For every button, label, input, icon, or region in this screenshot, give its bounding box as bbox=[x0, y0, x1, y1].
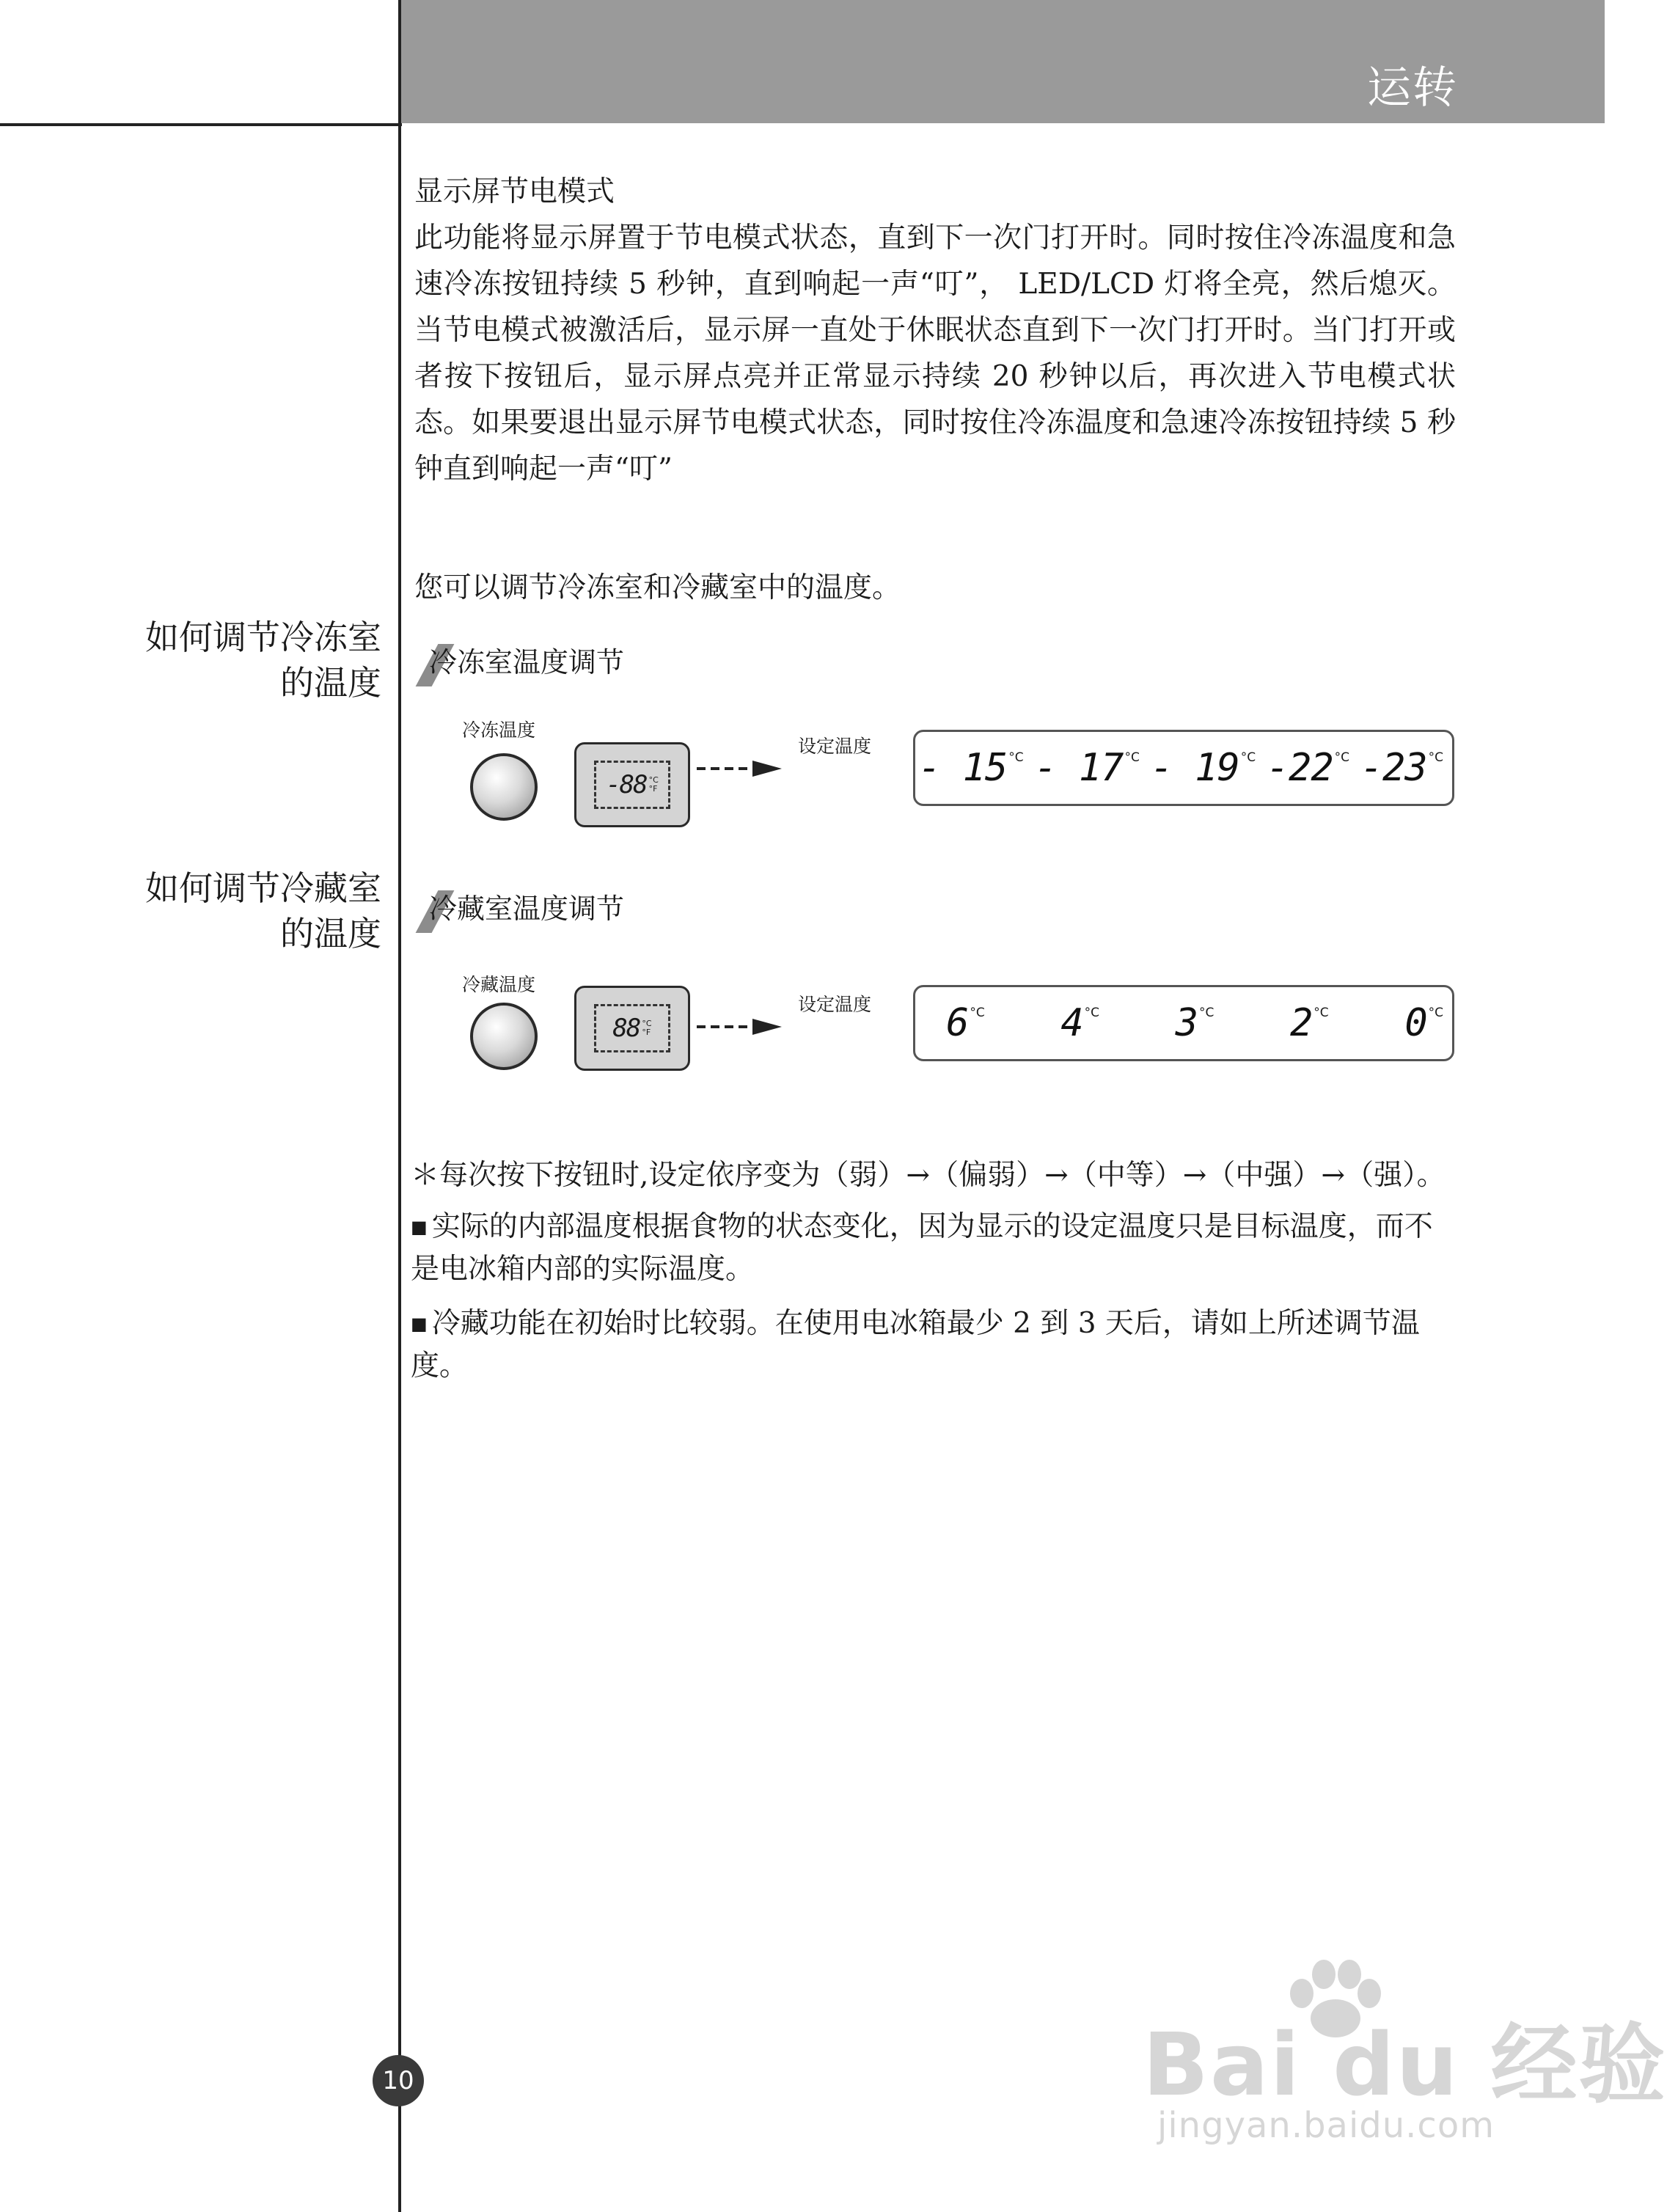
side-heading-freezer bbox=[29, 615, 381, 706]
unit-f: °F bbox=[648, 784, 658, 794]
temp-value: 0 bbox=[1404, 1001, 1427, 1045]
temp-unit: °C bbox=[1314, 1006, 1329, 1020]
fridge-mini-display bbox=[574, 986, 690, 1071]
dashed-arrow-icon bbox=[695, 758, 783, 780]
temp-value: 2 bbox=[1289, 1001, 1313, 1045]
fridge-set-temp-label: 设定温度 bbox=[798, 994, 872, 1015]
mini-display-digits: -88 bbox=[606, 770, 647, 799]
unit-c: °C bbox=[648, 775, 659, 785]
unit-c: °C bbox=[642, 1019, 652, 1028]
temp-option bbox=[918, 746, 1024, 790]
page-number: 10 bbox=[373, 2055, 424, 2106]
watermark-logo: Bai du 经验 bbox=[1143, 2014, 1667, 2115]
temp-value: -23 bbox=[1360, 746, 1427, 790]
temp-value: 3 bbox=[1175, 1001, 1198, 1045]
note-text: 冷藏功能在初始时比较弱。在使用电冰箱最少 2 到 3 天后，请如上所述调节温度。 bbox=[411, 1307, 1420, 1382]
temp-unit: °C bbox=[1198, 1006, 1214, 1020]
page-section-title: 运转 bbox=[1367, 62, 1458, 114]
watermark-url: jingyan.baidu.com bbox=[1157, 2105, 1495, 2146]
bullet-icon: ■ bbox=[411, 1314, 428, 1334]
temp-unit: °C bbox=[1428, 750, 1443, 765]
temp-unit: °C bbox=[1008, 750, 1024, 765]
mini-display-units bbox=[642, 1019, 651, 1037]
vertical-rule bbox=[398, 0, 401, 2212]
temp-value: - 15 bbox=[918, 746, 1008, 790]
fridge-button-label: 冷藏温度 bbox=[462, 974, 536, 995]
intro-text: 您可以调节冷冻室和冷藏室中的温度。 bbox=[414, 571, 901, 604]
temp-value: 4 bbox=[1060, 1001, 1083, 1045]
left-top-rule bbox=[0, 123, 402, 126]
mini-display-units bbox=[649, 776, 659, 794]
power-save-heading: 显示屏节电模式 bbox=[414, 175, 615, 208]
freezer-section-title: 冷冻室温度调节 bbox=[429, 646, 625, 678]
temp-option bbox=[1060, 1001, 1099, 1045]
temp-unit: °C bbox=[1124, 750, 1140, 765]
temp-value: - 19 bbox=[1150, 746, 1239, 790]
mini-display-window bbox=[594, 1004, 670, 1052]
temp-option bbox=[1176, 1001, 1214, 1045]
power-save-body: 此功能将显示屏置于节电模式状态，直到下一次门打开时。同时按住冷冻温度和急速冷冻按钮持续 5 秒钟，直到响起一声“叮”， LED/LCD 灯将全亮，然后熄灭。当节电模式被激活后，显示屏一直处于休眠状态直到下一次门打开时。当门打开或者按下按钮后，显示屏点亮并正常显示持续 20 秒钟以后，再次进入节电模式状态。如果要退出显示屏节电模式状态，同时按住冷冻温度和急速冷冻按钮持续 5 秒钟直到响起一声“叮” bbox=[414, 221, 1456, 486]
temp-value: -22 bbox=[1266, 746, 1333, 790]
note-initial-cooling bbox=[411, 1303, 1459, 1387]
side-heading-line: 如何调节冷藏室 bbox=[145, 868, 381, 908]
freezer-temp-strip bbox=[913, 730, 1454, 806]
temp-option bbox=[1360, 746, 1443, 790]
temp-value: - 17 bbox=[1034, 746, 1124, 790]
side-heading-line: 的温度 bbox=[280, 914, 381, 953]
mini-display-digits: 88 bbox=[612, 1014, 640, 1043]
temp-unit: °C bbox=[1428, 1006, 1443, 1020]
temp-option bbox=[1034, 746, 1140, 790]
unit-f: °F bbox=[642, 1028, 651, 1037]
temp-unit: °C bbox=[1334, 750, 1350, 765]
bullet-icon: ■ bbox=[411, 1217, 428, 1237]
temp-option bbox=[946, 1001, 985, 1045]
side-heading-line: 的温度 bbox=[280, 663, 381, 703]
freezer-set-temp-label: 设定温度 bbox=[798, 736, 872, 757]
freezer-button-label: 冷冻温度 bbox=[462, 719, 536, 741]
side-heading-fridge bbox=[29, 865, 381, 956]
note-actual-temp bbox=[411, 1206, 1459, 1290]
note-text: 实际的内部温度根据食物的状态变化，因为显示的设定温度只是目标温度，而不是电冰箱内部的实际温度。 bbox=[411, 1210, 1433, 1286]
freezer-temp-button-icon bbox=[470, 753, 538, 821]
mini-display-window bbox=[594, 761, 670, 809]
fridge-temp-button-icon bbox=[470, 1003, 538, 1070]
temp-option bbox=[1267, 746, 1349, 790]
temp-option bbox=[1290, 1001, 1329, 1045]
dashed-arrow-icon bbox=[695, 1016, 783, 1038]
note-setting-sequence: ＊每次按下按钮时,设定依序变为（弱）→（偏弱）→（中等）→（中强）→（强）。 bbox=[411, 1159, 1446, 1192]
freezer-mini-display bbox=[574, 742, 690, 827]
temp-unit: °C bbox=[970, 1006, 985, 1020]
side-heading-line: 如何调节冷冻室 bbox=[145, 618, 381, 657]
temp-value: 6 bbox=[946, 1001, 969, 1045]
temp-option bbox=[1404, 1001, 1443, 1045]
fridge-temp-strip bbox=[913, 985, 1454, 1061]
temp-unit: °C bbox=[1240, 750, 1256, 765]
temp-unit: °C bbox=[1084, 1006, 1100, 1020]
fridge-section-title: 冷藏室温度调节 bbox=[429, 893, 625, 925]
temp-option bbox=[1151, 746, 1256, 790]
